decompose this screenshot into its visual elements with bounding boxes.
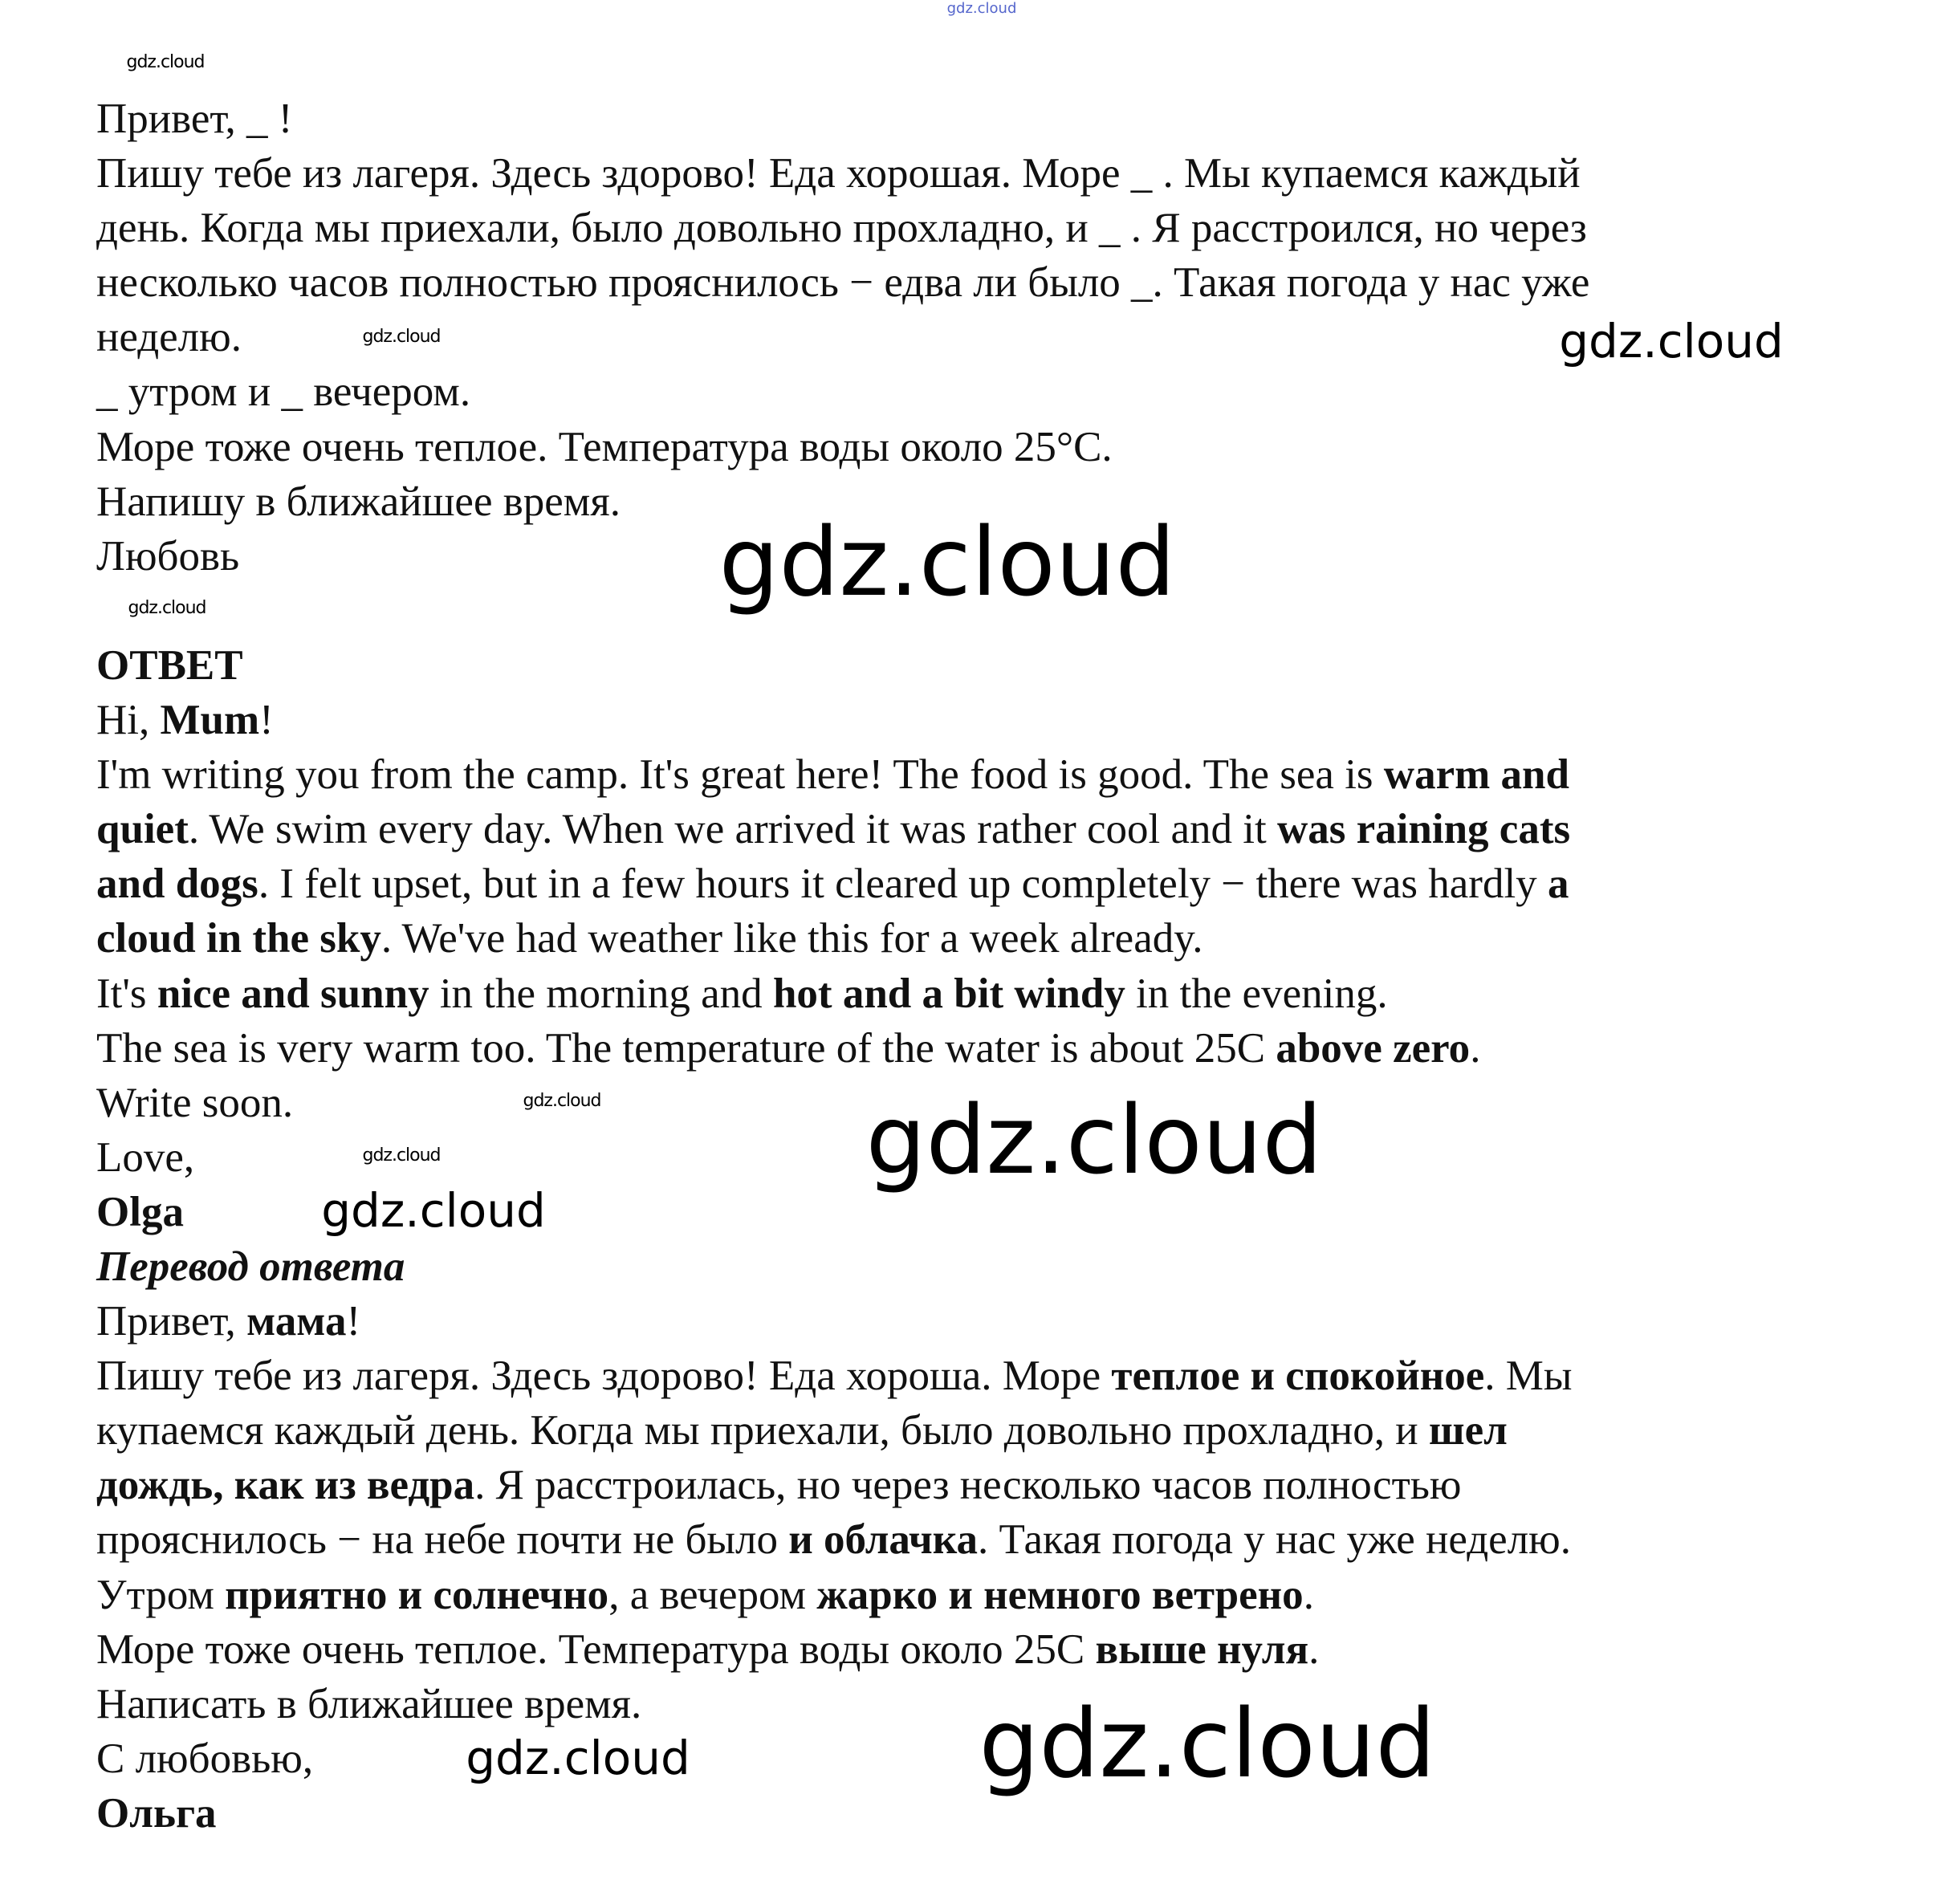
text-segment: Привет, _ !	[96, 96, 293, 142]
emphasized-text: теплое и спокойное	[1111, 1353, 1485, 1400]
emphasized-text: шел	[1428, 1407, 1508, 1454]
answer-line	[96, 693, 1862, 747]
watermark: gdz.cloud	[321, 1183, 546, 1238]
emphasized-text: мама	[246, 1298, 347, 1345]
text-segment: купаемся каждый день. Когда мы приехали, было довольно прохладно, и	[96, 1407, 1429, 1454]
answer-line	[96, 1021, 1862, 1076]
text-segment: . Такая погода у нас уже неделю.	[977, 1516, 1572, 1564]
text-segment: Море тоже очень теплое. Температура воды около 25С	[96, 1625, 1096, 1673]
text-segment: прояснилось − на небе почти не было	[96, 1516, 789, 1564]
emphasized-text: warm and	[1383, 751, 1569, 799]
text-segment: I'm writing you from the camp. It's great here! The food is good. The sea is	[96, 751, 1384, 799]
text-segment: . We swim every day. When we arrived it was rather cool and it	[188, 806, 1277, 853]
task-line	[96, 255, 1862, 310]
emphasized-text: above zero	[1276, 1024, 1471, 1072]
watermark: gdz.cloud	[362, 1145, 441, 1166]
answer-line	[96, 747, 1862, 802]
text-segment: Пишу тебе из лагеря. Здесь здорово! Еда хороша. Море	[96, 1353, 1112, 1400]
answer-line	[96, 1294, 1862, 1349]
watermark: gdz.cloud	[946, 0, 1017, 17]
emphasized-text: Olga	[96, 1188, 184, 1235]
text-segment: С любовью,	[96, 1735, 314, 1782]
answer-line	[96, 1568, 1862, 1622]
task-line	[96, 201, 1862, 255]
text-segment: Love,	[96, 1133, 195, 1181]
text-segment: неделю.	[96, 314, 242, 361]
emphasized-text: и облачка	[788, 1516, 978, 1564]
answer-line	[96, 1239, 1862, 1294]
emphasized-text: приятно и солнечно	[225, 1571, 609, 1618]
task-line	[96, 364, 1862, 419]
text-segment: .	[1303, 1571, 1314, 1618]
watermark: gdz.cloud	[362, 327, 441, 347]
watermark: gdz.cloud	[1559, 314, 1784, 368]
watermark: gdz.cloud	[718, 507, 1176, 617]
text-segment: Любовь	[96, 532, 240, 580]
text-segment: !	[346, 1298, 361, 1345]
answer-line	[96, 966, 1862, 1021]
emphasized-text: дождь, как из ведра	[96, 1462, 475, 1509]
text-segment: Море тоже очень теплое. Температура воды около 25°C.	[96, 423, 1113, 470]
text-segment: . We've had weather like this for a week already.	[380, 915, 1203, 962]
answer-line	[96, 856, 1862, 911]
text-segment: . Я расстроилась, но через несколько часов полностью	[474, 1462, 1462, 1509]
text-segment: Write soon.	[96, 1079, 294, 1126]
watermark: gdz.cloud	[126, 52, 205, 72]
answer-line	[96, 911, 1862, 966]
emphasized-text: quiet	[96, 806, 189, 853]
text-segment: Пишу тебе из лагеря. Здесь здорово! Еда хорошая. Море _ . Мы купаемся каждый	[96, 150, 1581, 197]
text-segment: . Мы	[1484, 1353, 1573, 1400]
emphasized-text: nice and sunny	[157, 970, 429, 1017]
text-segment: _ утром и _ вечером.	[96, 368, 471, 416]
watermark: gdz.cloud	[865, 1084, 1323, 1195]
watermark: gdz.cloud	[466, 1731, 690, 1785]
text-segment: Привет,	[96, 1298, 247, 1345]
text-segment: Напишу в ближайшее время.	[96, 478, 621, 525]
answer-line	[96, 1349, 1862, 1403]
text-segment: несколько часов полностью прояснилось − едва ли было _. Такая погода у нас уже	[96, 259, 1590, 307]
text-segment: Написать в ближайшее время.	[96, 1680, 642, 1727]
text-segment: in the morning and	[429, 970, 773, 1017]
text-segment: . I felt upset, but in a few hours it cleared up completely − there was hardly	[258, 860, 1548, 908]
task-line	[96, 92, 1862, 146]
emphasized-text: выше нуля	[1095, 1625, 1309, 1673]
text-segment: Утром	[96, 1571, 226, 1618]
text-segment: Hi,	[96, 697, 161, 744]
answer-line	[96, 1622, 1862, 1677]
emphasized-text: жарко и немного ветрено	[816, 1571, 1304, 1618]
text-segment: !	[259, 697, 274, 744]
text-segment: день. Когда мы приехали, было довольно прохладно, и _ . Я расстроился, но через	[96, 205, 1587, 252]
emphasized-text: hot and a bit windy	[772, 970, 1125, 1017]
answer-line	[96, 802, 1862, 856]
emphasized-text: Ольга	[96, 1789, 217, 1837]
answer-line	[96, 1512, 1862, 1567]
emphasized-text: cloud in the sky	[96, 915, 381, 962]
answer-line	[96, 1458, 1862, 1512]
answer-line	[96, 1403, 1862, 1458]
text-segment: The sea is very warm too. The temperature of the water is about 25C	[96, 1024, 1276, 1072]
answer-line	[96, 638, 1862, 693]
task-line	[96, 420, 1862, 474]
emphasized-text: was raining cats	[1276, 806, 1571, 853]
watermark: gdz.cloud	[523, 1091, 601, 1111]
text-segment: .	[1470, 1024, 1481, 1072]
watermark: gdz.cloud	[128, 598, 206, 618]
emphasized-text: and dogs	[96, 860, 258, 908]
text-segment: in the evening.	[1125, 970, 1388, 1017]
emphasized-text: Mum	[160, 697, 260, 744]
emphasized-text: a	[1547, 860, 1569, 908]
text-segment: , а вечером	[608, 1571, 817, 1618]
task-line	[96, 146, 1862, 201]
emphasized-text: ОТВЕТ	[96, 641, 243, 689]
emphasized-text: Перевод ответа	[96, 1243, 405, 1290]
text-segment: It's	[96, 970, 157, 1017]
text-segment: .	[1308, 1625, 1320, 1673]
watermark: gdz.cloud	[979, 1688, 1436, 1799]
